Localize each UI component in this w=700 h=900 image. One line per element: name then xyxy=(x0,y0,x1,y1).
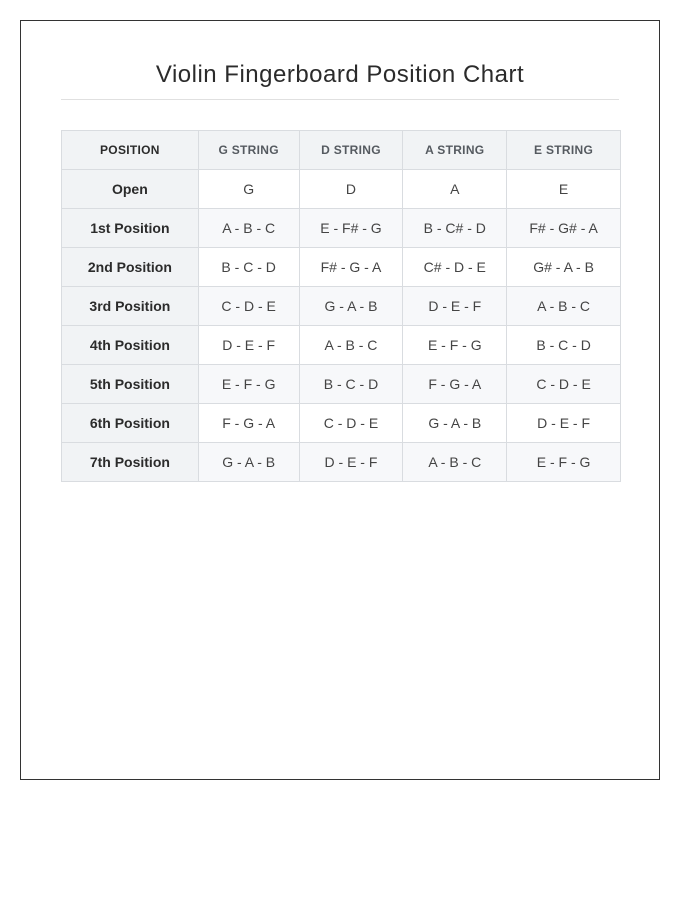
a-string-cell: A xyxy=(403,170,507,209)
row-position-label: Open xyxy=(62,170,199,209)
g-string-cell: E - F - G xyxy=(198,365,299,404)
e-string-cell: D - E - F xyxy=(507,404,621,443)
g-string-cell: G xyxy=(198,170,299,209)
a-string-cell: A - B - C xyxy=(403,443,507,482)
table-row xyxy=(62,287,621,326)
table-header xyxy=(62,131,621,170)
a-string-cell: C# - D - E xyxy=(403,248,507,287)
title-divider xyxy=(61,99,619,100)
d-string-cell: A - B - C xyxy=(299,326,403,365)
page-card xyxy=(20,20,660,780)
e-string-cell: F# - G# - A xyxy=(507,209,621,248)
g-string-cell: C - D - E xyxy=(198,287,299,326)
g-string-cell: B - C - D xyxy=(198,248,299,287)
table-row xyxy=(62,248,621,287)
e-string-cell: E - F - G xyxy=(507,443,621,482)
header-e-string: E STRING xyxy=(507,131,621,170)
header-g-string: G STRING xyxy=(198,131,299,170)
table-row xyxy=(62,404,621,443)
d-string-cell: E - F# - G xyxy=(299,209,403,248)
table-row xyxy=(62,443,621,482)
row-position-label: 3rd Position xyxy=(62,287,199,326)
table-row xyxy=(62,326,621,365)
e-string-cell: A - B - C xyxy=(507,287,621,326)
g-string-cell: G - A - B xyxy=(198,443,299,482)
d-string-cell: D xyxy=(299,170,403,209)
e-string-cell: E xyxy=(507,170,621,209)
header-a-string: A STRING xyxy=(403,131,507,170)
row-position-label: 1st Position xyxy=(62,209,199,248)
row-position-label: 2nd Position xyxy=(62,248,199,287)
d-string-cell: C - D - E xyxy=(299,404,403,443)
g-string-cell: A - B - C xyxy=(198,209,299,248)
a-string-cell: D - E - F xyxy=(403,287,507,326)
table-body xyxy=(62,170,621,482)
d-string-cell: G - A - B xyxy=(299,287,403,326)
row-position-label: 5th Position xyxy=(62,365,199,404)
header-row xyxy=(62,131,621,170)
a-string-cell: F - G - A xyxy=(403,365,507,404)
e-string-cell: B - C - D xyxy=(507,326,621,365)
a-string-cell: E - F - G xyxy=(403,326,507,365)
table-row xyxy=(62,170,621,209)
d-string-cell: F# - G - A xyxy=(299,248,403,287)
a-string-cell: B - C# - D xyxy=(403,209,507,248)
g-string-cell: D - E - F xyxy=(198,326,299,365)
row-position-label: 6th Position xyxy=(62,404,199,443)
page-title: Violin Fingerboard Position Chart xyxy=(155,61,525,88)
e-string-cell: G# - A - B xyxy=(507,248,621,287)
table-row xyxy=(62,209,621,248)
header-d-string: D STRING xyxy=(299,131,403,170)
table-row xyxy=(62,365,621,404)
e-string-cell: C - D - E xyxy=(507,365,621,404)
row-position-label: 4th Position xyxy=(62,326,199,365)
a-string-cell: G - A - B xyxy=(403,404,507,443)
row-position-label: 7th Position xyxy=(62,443,199,482)
d-string-cell: B - C - D xyxy=(299,365,403,404)
g-string-cell: F - G - A xyxy=(198,404,299,443)
position-chart-table xyxy=(61,130,621,482)
d-string-cell: D - E - F xyxy=(299,443,403,482)
header-position: POSITION xyxy=(62,131,199,170)
